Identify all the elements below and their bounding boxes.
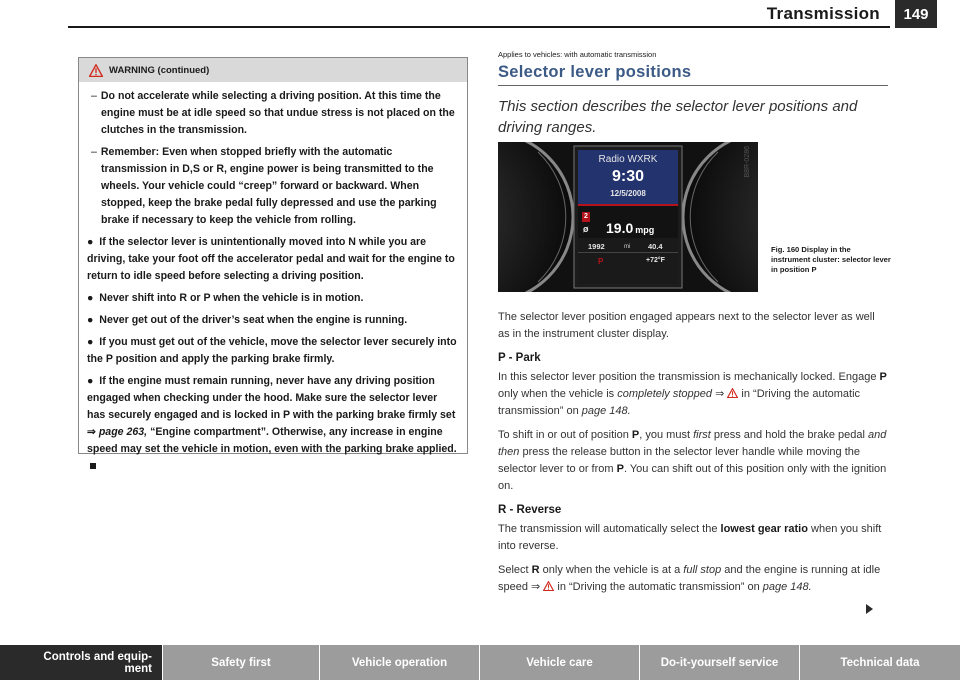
- warning-header: [79, 58, 467, 82]
- warning-body: [79, 82, 467, 475]
- end-mark: [90, 463, 96, 469]
- warning-item: ● If the selector lever is unintentionally moved into N while you are driving, take your foot off the accelerator pedal and wait for the engine to return to idle speed before selecting a driving position.: [87, 236, 455, 282]
- lcd-mpg: 19.0 mpg: [606, 220, 655, 236]
- warning-item: – Do not accelerate while selecting a driving position. At this time the engine must be at idle speed so that undue stress is not placed on the clutches in the transmission.: [91, 90, 455, 136]
- warning-item: ● If you must get out of the vehicle, move the selector lever securely into the P position and apply the parking brake firmly.: [87, 336, 457, 365]
- section-header: [498, 50, 888, 138]
- reverse-paragraph-2: Select R only when the vehicle is at a full stop and the engine is running at idle speed ⇒ in “Driving the automatic transmission” on page 148.: [498, 564, 881, 593]
- lcd-avg-symbol: ø: [583, 224, 589, 234]
- lcd-selector: P: [598, 257, 604, 266]
- warning-item: ● Never shift into R or P when the vehicle is in motion.: [87, 292, 364, 304]
- page-header: [0, 0, 960, 30]
- applies-to: Applies to vehicles: with automatic transmission: [498, 50, 657, 59]
- warning-item: ● Never get out of the driver’s seat when the engine is running.: [87, 314, 408, 326]
- tab-technical-data[interactable]: Technical data: [800, 645, 960, 680]
- section-rule: [498, 85, 888, 86]
- warning-triangle-icon: [727, 388, 738, 398]
- intro-paragraph: The selector lever position engaged appears next to the selector lever as well as in the instrument cluster display.: [498, 311, 875, 340]
- section-lead: This section describes the selector lever positions and driving ranges.: [498, 98, 858, 136]
- warning-box: [78, 57, 468, 454]
- lcd-date: 12/5/2008: [610, 189, 646, 198]
- continue-arrow-icon: [866, 604, 873, 614]
- park-paragraph-2: To shift in or out of position P, you must first press and hold the brake pedal and then press the release button in the selector lever handle while moving the selector lever to or from P. You can shift out of this position only with the ignition on.: [498, 429, 887, 492]
- page-link[interactable]: page 148.: [762, 581, 812, 593]
- instrument-cluster-figure: [498, 142, 758, 292]
- park-heading: P - Park: [498, 352, 541, 364]
- tab-vehicle-care[interactable]: Vehicle care: [480, 645, 640, 680]
- figure-code: B8R-0286: [744, 146, 751, 178]
- tab-safety-first[interactable]: Safety first: [163, 645, 320, 680]
- tab-vehicle-operation[interactable]: Vehicle operation: [320, 645, 480, 680]
- warning-triangle-icon: [89, 64, 103, 77]
- lcd-mi: mi: [624, 244, 631, 250]
- reverse-heading: R - Reverse: [498, 504, 562, 516]
- lcd-gear: 2: [584, 213, 588, 220]
- figure-caption: Fig. 160 Display in the instrument cluster: selector lever in position P: [771, 245, 891, 274]
- section-title: Selector lever positions: [498, 63, 692, 81]
- warning-triangle-icon: [543, 581, 554, 591]
- page-link[interactable]: page 148.: [581, 405, 631, 417]
- reverse-paragraph-1: The transmission will automatically select the lowest gear ratio when you shift into reverse.: [498, 523, 882, 552]
- lcd-temp: +72°F: [646, 257, 665, 264]
- park-paragraph-1: In this selector lever position the transmission is mechanically locked. Engage P only when the vehicle is completely stopped ⇒ in “Driving the automatic transmission” on page 148.: [498, 371, 887, 417]
- lcd-station: Radio WXRK: [598, 154, 658, 165]
- page-number: 149: [895, 0, 937, 28]
- warning-item: – Remember: Even when stopped briefly with the automatic transmission in D,S or R, engine power is being transmitted to the wheels. Your vehicle could “creep” forward or backward. When stopped, keep the brake pedal fully depressed and use the parking brake if necessary to keep the vehicle from rolling.: [91, 146, 437, 226]
- lcd-odometer: 40.4: [648, 242, 663, 251]
- header-rule: [68, 26, 890, 28]
- lcd-year: 1992: [588, 242, 605, 251]
- tab-do-it-yourself-service[interactable]: Do-it-yourself service: [640, 645, 800, 680]
- chapter-title: Transmission: [766, 4, 880, 23]
- tab-controls-and-equipment[interactable]: Controls and equip- ment: [0, 645, 163, 680]
- lcd-time: 9:30: [611, 168, 645, 185]
- page-link[interactable]: page 263,: [98, 426, 148, 438]
- warning-heading: WARNING (continued): [109, 64, 210, 76]
- warning-item: ● If the engine must remain running, never have any driving position engaged when checking under the hood. Make sure the selector lever has securely engaged and is locked in P with the parking brake firmly set ⇒ page 263, “Engine compartment”. Otherwise, any increase in engine speed may set the vehicle in motion, even with the parking brake applied.: [87, 373, 457, 475]
- footer-tabs: [0, 645, 960, 680]
- body-text: [498, 309, 888, 603]
